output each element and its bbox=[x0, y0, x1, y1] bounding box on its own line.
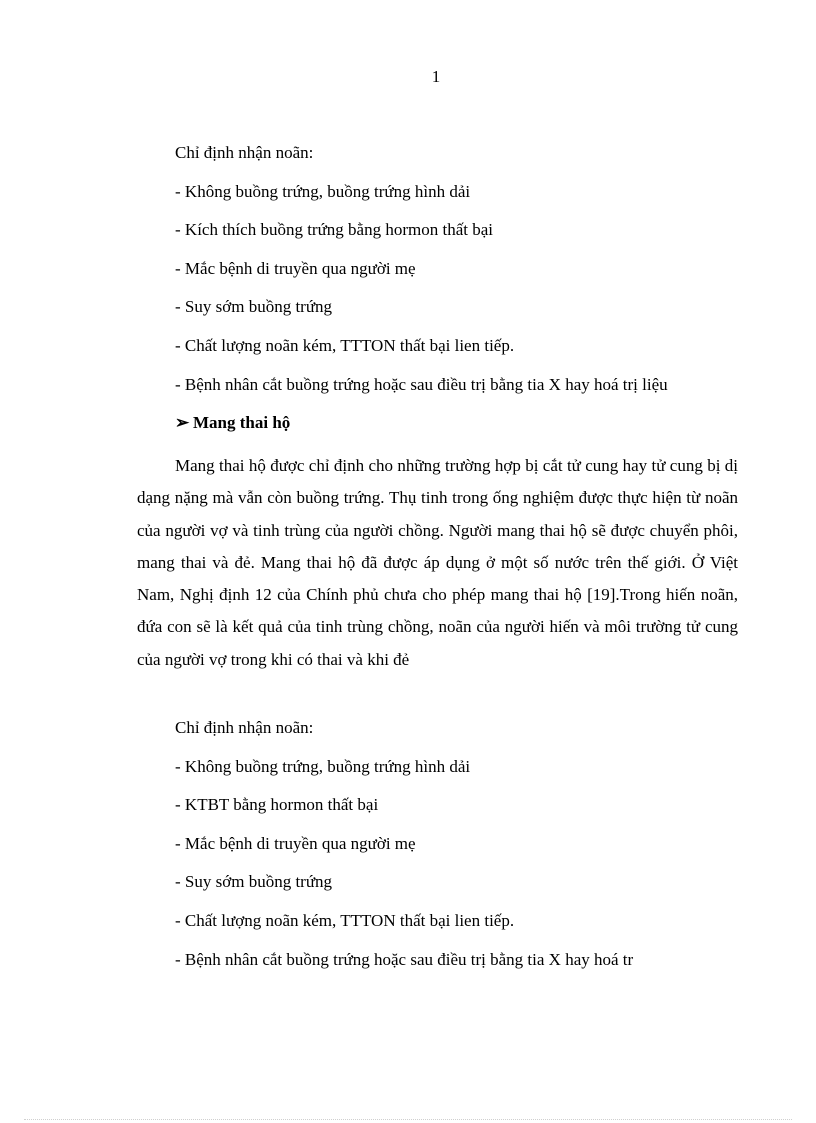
section-heading bbox=[175, 412, 290, 434]
section1-item-3: - Mắc bệnh di truyền qua người mẹ bbox=[175, 259, 416, 278]
section1-item-6: - Bệnh nhân cắt buồng trứng hoặc sau điều trị bằng tia X hay hoá trị liệu bbox=[175, 375, 668, 394]
section1-title: Chỉ định nhận noãn: bbox=[175, 143, 314, 162]
section2-item-2: - KTBT bằng hormon thất bại bbox=[175, 795, 379, 814]
section1-item-2: - Kích thích buồng trứng bằng hormon thất bại bbox=[175, 220, 493, 239]
heading-text: Mang thai hộ bbox=[193, 413, 291, 432]
paragraph-text: Mang thai hộ được chỉ định cho những trường hợp bị cắt tử cung hay tử cung bị dị dạng nặng mà vẫn còn buồng trứng. Thụ tinh trong ống nghiệm được thực hiện từ noãn của người vợ và tinh trùng của người chồng. Người mang thai hộ sẽ được chuyển phôi, mang thai và đẻ. Mang thai hộ đã được áp dụng ở một số nước trên thế giới. Ở Việt Nam, Nghị định 12 của Chính phủ chưa cho phép mang thai hộ [19].Trong hiến noãn, đứa con sẽ là kết quả của tinh trùng chồng, noãn của người hiến và môi trường tử cung của người vợ trong khi có thai và khi đẻ bbox=[137, 456, 738, 669]
page-bottom-divider bbox=[24, 1119, 792, 1120]
section1-item-4: - Suy sớm buồng trứng bbox=[175, 297, 333, 316]
section2-item-6: - Bệnh nhân cắt buồng trứng hoặc sau điều trị bằng tia X hay hoá tr bbox=[175, 950, 634, 969]
page-number: 1 bbox=[431, 67, 441, 86]
section2-item-3: - Mắc bệnh di truyền qua người mẹ bbox=[175, 834, 416, 853]
section2-item-5: - Chất lượng noãn kém, TTTON thất bại lien tiếp. bbox=[175, 911, 515, 930]
body-paragraph bbox=[137, 450, 738, 676]
arrow-bullet-icon: ➢ bbox=[175, 413, 190, 432]
section1-item-5: - Chất lượng noãn kém, TTTON thất bại lien tiếp. bbox=[175, 336, 515, 355]
section1-item-1: - Không buồng trứng, buồng trứng hình dải bbox=[175, 182, 471, 201]
section2-title: Chỉ định nhận noãn: bbox=[175, 718, 314, 737]
section2-item-4: - Suy sớm buồng trứng bbox=[175, 872, 333, 891]
section2-item-1: - Không buồng trứng, buồng trứng hình dải bbox=[175, 757, 471, 776]
